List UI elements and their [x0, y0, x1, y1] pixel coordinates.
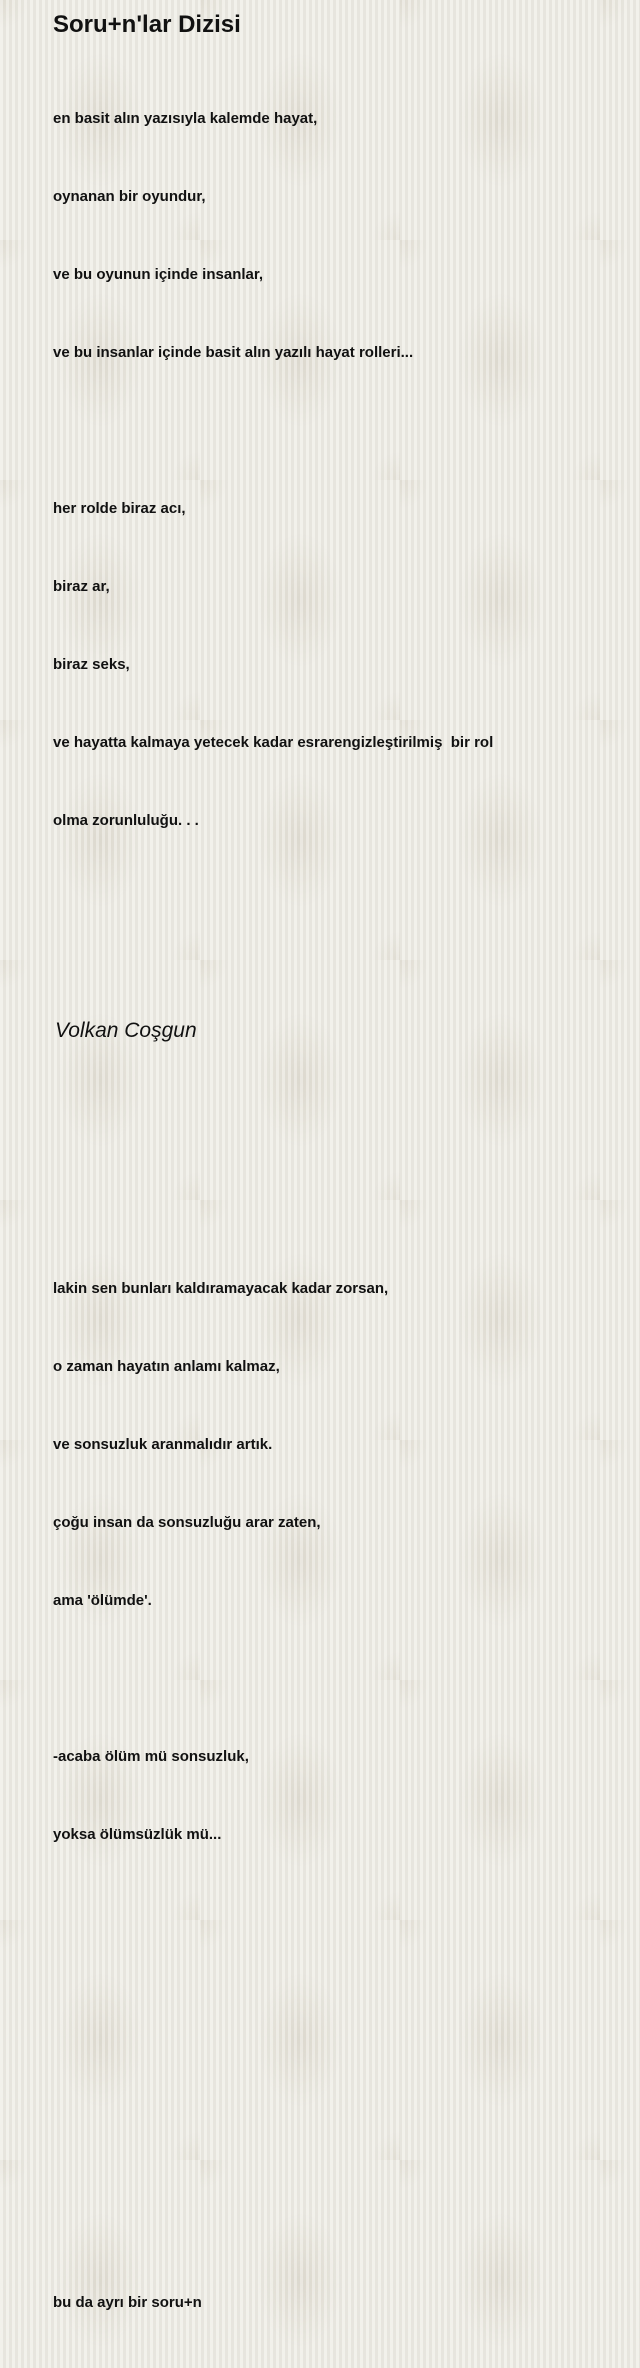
poem-line — [53, 418, 613, 444]
poem-line — [53, 886, 613, 912]
poem-line: o zaman hayatın anlamı kalmaz, — [53, 1358, 280, 1375]
poem-line: çoğu insan da sonsuzluğu arar zaten, — [53, 1514, 321, 1531]
poem-line — [53, 2212, 613, 2238]
poem-line — [53, 1198, 613, 1224]
poem-line — [53, 1120, 613, 1146]
poem-line: bu da ayrı bir soru+n — [53, 2294, 202, 2311]
poem-line: -acaba ölüm mü sonsuzluk, — [53, 1748, 249, 1765]
poem-line: ama 'ölümde'. — [53, 1592, 152, 1609]
poem-line: en basit alın yazısıyla kalemde hayat, — [53, 110, 318, 127]
poem-body — [53, 54, 613, 2368]
poem-line: her rolde biraz acı, — [53, 500, 186, 517]
poem-line: yoksa ölümsüzlük mü... — [53, 1826, 222, 1843]
poem-line: ve bu oyunun içinde insanlar, — [53, 266, 264, 283]
poem-line: ve bu insanlar içinde basit alın yazılı hayat rolleri... — [53, 344, 414, 361]
poem-line — [53, 1666, 613, 1692]
poem-line: olma zorunluluğu. . . — [53, 812, 199, 829]
poem-line — [53, 1900, 613, 1926]
poem-line — [53, 1978, 613, 2004]
poem-line: ve sonsuzluk aranmalıdır artık. — [53, 1436, 273, 1453]
poem-line — [53, 964, 613, 990]
poem-line — [53, 2056, 613, 2082]
poem-line: biraz seks, — [53, 656, 130, 673]
poem-line — [53, 2134, 613, 2160]
poem-line — [53, 1042, 613, 1068]
poem-author: Volkan Coşgun — [55, 1019, 197, 1042]
poem-line: oynanan bir oyundur, — [53, 188, 206, 205]
poem-line: ve hayatta kalmaya yetecek kadar esrarengizleştirilmiş bir rol — [53, 734, 494, 751]
poem-line: lakin sen bunları kaldıramayacak kadar zorsan, — [53, 1280, 389, 1297]
poem-title: Soru+n'lar Dizisi — [53, 11, 241, 38]
poem-line: biraz ar, — [53, 578, 110, 595]
